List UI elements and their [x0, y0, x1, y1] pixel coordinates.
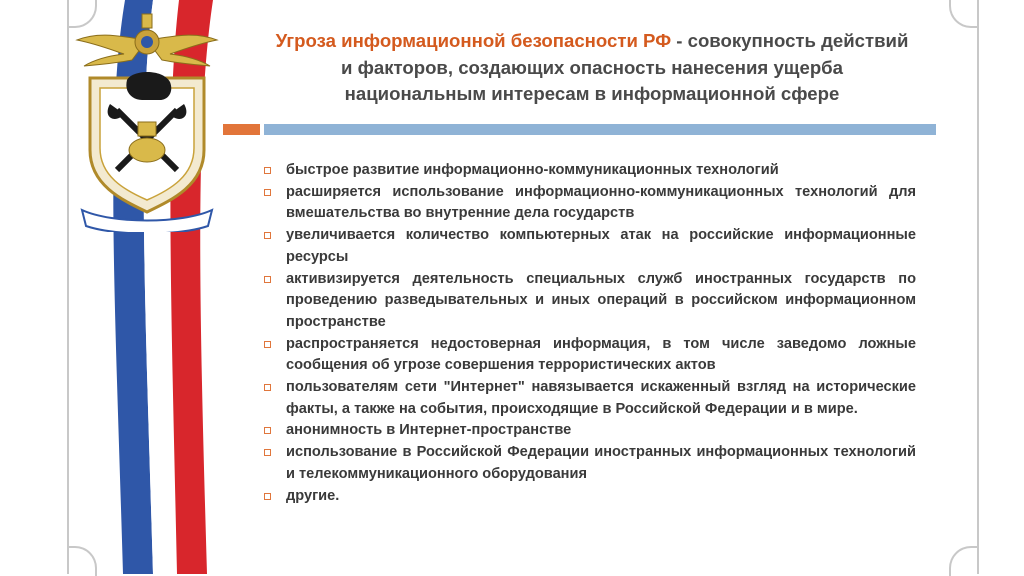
list-item-text: использование в Российской Федерации иностранных информационных технологий и телекоммуникационного оборудования	[286, 444, 916, 482]
square-bullet-icon	[264, 493, 271, 500]
list-item	[262, 377, 916, 420]
list-item	[262, 420, 916, 442]
square-bullet-icon	[264, 167, 271, 174]
list-item-text: расширяется использование информационно-коммуникационных технологий для вмешательства во внутренние дела государств	[286, 183, 916, 222]
square-bullet-icon	[264, 189, 271, 196]
threat-list	[262, 160, 916, 507]
list-item-text: другие.	[286, 487, 340, 504]
list-item-text: анонимность в Интернет-пространстве	[286, 422, 572, 439]
square-bullet-icon	[264, 232, 271, 239]
list-item	[262, 182, 916, 225]
list-item-text: активизируется деятельность специальных служб иностранных государств по проведению разведывательных и иных операций в российском информационном пространстве	[286, 270, 916, 330]
square-bullet-icon	[264, 427, 271, 434]
list-item-text: распространяется недостоверная информация, в том числе заведомо ложные сообщения об угрозе совершения террористических актов	[286, 335, 916, 374]
blue-divider-bar	[264, 124, 936, 135]
list-item	[262, 442, 916, 485]
square-bullet-icon	[264, 276, 271, 283]
list-item-text: пользователям сети "Интернет" навязывается искаженный взгляд на исторические факты, а также на события, происходящие в Российской Федерации и в мире.	[286, 379, 916, 417]
square-bullet-icon	[264, 384, 271, 391]
list-item	[262, 486, 916, 508]
square-bullet-icon	[264, 341, 271, 348]
list-item	[262, 160, 916, 182]
police-emblem-logo	[72, 0, 222, 232]
list-item-text: увеличивается количество компьютерных атак на российские информационные ресурсы	[286, 227, 916, 265]
square-bullet-icon	[264, 449, 271, 456]
title-highlight: Угроза информационной безопасности РФ	[275, 30, 672, 51]
list-item	[262, 269, 916, 334]
orange-accent-bar	[223, 124, 260, 135]
list-item	[262, 225, 916, 268]
list-item	[262, 334, 916, 377]
list-item-text: быстрое развитие информационно-коммуникационных технологий	[286, 162, 779, 178]
slide-title	[268, 28, 916, 108]
title-rest: - совокупность действий и факторов, создающих опасность нанесения ущерба национальным интересам в информационной сфере	[340, 30, 909, 104]
